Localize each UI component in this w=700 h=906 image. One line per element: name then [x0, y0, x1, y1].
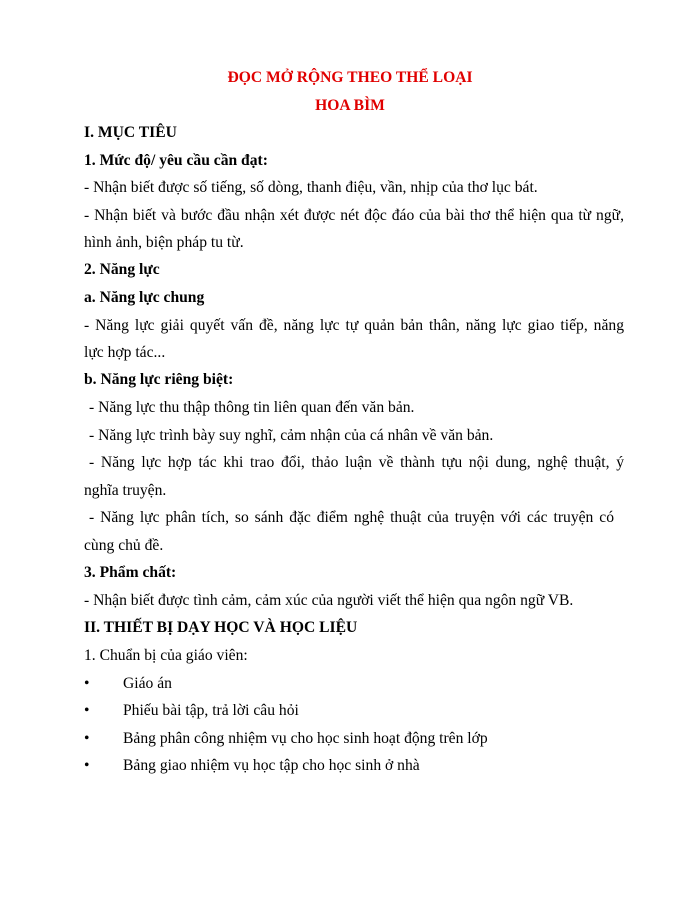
document-subtitle: HOA BÌM — [315, 97, 385, 114]
list-item-text: Phiếu bài tập, trả lời câu hỏi — [123, 702, 299, 719]
paragraph-line: cùng chủ đề. — [84, 537, 164, 554]
subheading-nang-luc: 2. Năng lực — [84, 261, 160, 278]
document-title: ĐỌC MỞ RỘNG THEO THỂ LOẠI — [227, 69, 473, 86]
list-item-text: Bảng phân công nhiệm vụ cho học sinh hoạt động trên lớp — [123, 730, 488, 747]
list-item-text: Giáo án — [123, 675, 172, 692]
bullet-icon: • — [84, 702, 90, 719]
paragraph-line: lực hợp tác... — [84, 344, 166, 361]
paragraph-line: hình ảnh, biện pháp tu từ. — [84, 234, 244, 251]
paragraph-line: - Năng lực thu thập thông tin liên quan đến văn bản. — [89, 399, 415, 416]
paragraph-line: - Năng lực phân tích, so sánh đặc điểm nghệ thuật của truyện với các truyện có — [89, 509, 614, 526]
subheading-nang-luc-chung: a. Năng lực chung — [84, 289, 205, 306]
paragraph-line: - Năng lực trình bày suy nghĩ, cảm nhận của cá nhân về văn bản. — [89, 427, 494, 444]
paragraph-line: - Nhận biết và bước đầu nhận xét được nét độc đáo của bài thơ thể hiện qua từ ngữ, — [84, 207, 624, 224]
list-item-text: Bảng giao nhiệm vụ học tập cho học sinh ở nhà — [123, 757, 420, 774]
subheading-pham-chat: 3. Phẩm chất: — [84, 564, 177, 581]
section-heading-thiet-bi: II. THIẾT BỊ DẠY HỌC VÀ HỌC LIỆU — [84, 619, 358, 636]
paragraph-line: - Nhận biết được tình cảm, cảm xúc của người viết thể hiện qua ngôn ngữ VB. — [84, 592, 574, 609]
paragraph-line: - Năng lực giải quyết vấn đề, năng lực tự quản bản thân, năng lực giao tiếp, năng — [84, 317, 624, 334]
section-heading-muc-tieu: I. MỤC TIÊU — [84, 124, 177, 141]
subheading-chuan-bi-giao-vien: 1. Chuẩn bị của giáo viên: — [84, 647, 248, 664]
paragraph-line: - Năng lực hợp tác khi trao đổi, thảo luận về thành tựu nội dung, nghệ thuật, ý — [89, 454, 624, 471]
subheading-nang-luc-rieng: b. Năng lực riêng biệt: — [84, 371, 234, 388]
bullet-icon: • — [84, 730, 90, 747]
paragraph-line: - Nhận biết được số tiếng, số dòng, thanh điệu, vần, nhịp của thơ lục bát. — [84, 179, 538, 196]
bullet-icon: • — [84, 757, 90, 774]
paragraph-line: nghĩa truyện. — [84, 482, 167, 499]
bullet-icon: • — [84, 675, 90, 692]
subheading-muc-do: 1. Mức độ/ yêu cầu cần đạt: — [84, 152, 268, 169]
